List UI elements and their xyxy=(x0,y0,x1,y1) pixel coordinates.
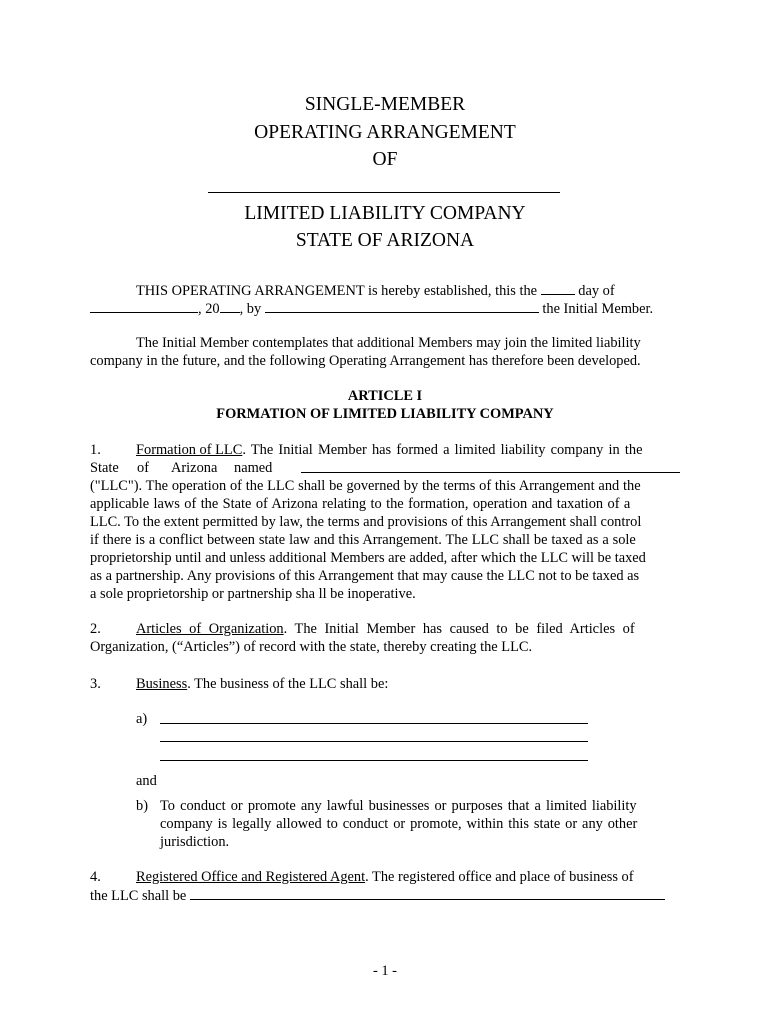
title-line-2: OPERATING ARRANGEMENT xyxy=(254,122,516,143)
company-name-blank xyxy=(208,192,560,193)
section-text: . The Initial Member has formed a limited liability company in the xyxy=(242,442,643,458)
item-a-label: a) xyxy=(136,711,148,727)
section-4-line-2 xyxy=(90,886,665,905)
business-blank-3 xyxy=(160,760,588,761)
article-number: ARTICLE I xyxy=(347,388,423,404)
intro-text: THIS OPERATING ARRANGEMENT is hereby established, this the xyxy=(136,283,541,299)
month-blank xyxy=(90,299,198,313)
day-blank xyxy=(541,281,575,295)
page-number: - 1 - xyxy=(373,963,397,979)
section-text: . The Initial Member has caused to be filed Articles of xyxy=(283,621,635,637)
item-b-label: b) xyxy=(136,798,148,814)
section-1-line-5: LLC. To the extent permitted by law, the terms and provisions of this Arrangement shall control xyxy=(90,514,642,530)
intro-text: , 20 xyxy=(198,301,220,317)
title-line-5: STATE OF ARIZONA xyxy=(295,230,475,251)
section-4-line-1 xyxy=(136,868,634,886)
section-text: . The business of the LLC shall be: xyxy=(187,676,389,692)
member-name-blank xyxy=(265,299,539,313)
section-1-line-7: proprietorship until and unless additional Members are added, after which the LLC will be taxed xyxy=(90,550,646,566)
article-heading: FORMATION OF LIMITED LIABILITY COMPANY xyxy=(216,406,554,422)
section-1-line-4: applicable laws of the State of Arizona relating to the formation, operation and taxation of a xyxy=(90,496,631,512)
item-b-line-2: company is legally allowed to conduct or promote, within this state or any other xyxy=(160,816,638,832)
arizona-word: Arizona xyxy=(171,460,218,476)
named-word: named xyxy=(234,460,273,476)
section-1-line-6: if there is a conflict between state law and this Arrangement. The LLC shall be taxed as a sole xyxy=(90,532,636,548)
section-1-line-1 xyxy=(90,441,101,459)
section-3-number: 3. xyxy=(90,676,101,692)
intro-line-1 xyxy=(136,281,615,300)
section-number: 1. xyxy=(90,442,101,458)
section-text: the LLC shall be xyxy=(90,888,190,904)
intro-text: day of xyxy=(574,283,615,299)
section-title: Articles of Organization xyxy=(136,621,284,637)
year-blank xyxy=(220,299,240,313)
business-blank-1 xyxy=(160,723,588,724)
section-4-number: 4. xyxy=(90,869,101,885)
title-line-4: LIMITED LIABILITY COMPANY xyxy=(244,203,526,224)
intro-p2-line-2: company in the future, and the following Operating Arrangement has therefore been developed. xyxy=(90,353,641,369)
section-title: Formation of LLC xyxy=(136,442,243,458)
business-blank-2 xyxy=(160,741,588,742)
section-2-line-2: Organization, (“Articles”) of record with the state, thereby creating the LLC. xyxy=(90,639,533,655)
llc-name-blank xyxy=(301,472,680,473)
section-1-line-3: ("LLC"). The operation of the LLC shall be governed by the terms of this Arrangement and the xyxy=(90,478,641,494)
section-1-line-9: a sole proprietorship or partnership sha ll be inoperative. xyxy=(90,586,416,602)
item-b-line-3: jurisdiction. xyxy=(160,834,230,850)
intro-p2-line-1: The Initial Member contemplates that additional Members may join the limited liability xyxy=(136,335,641,351)
section-2-number: 2. xyxy=(90,621,101,637)
title-line-3: OF xyxy=(372,149,398,170)
section-title: Business xyxy=(136,676,188,692)
section-2-line-1 xyxy=(136,620,635,638)
section-1-line-2 xyxy=(90,459,119,477)
item-b-line-1: To conduct or promote any lawful businesses or purposes that a limited liability xyxy=(160,798,637,814)
state-word: State xyxy=(90,460,119,476)
section-title: Registered Office and Registered Agent xyxy=(136,869,366,885)
and-label: and xyxy=(136,773,157,789)
section-3-line-1 xyxy=(136,675,388,693)
of-word: of xyxy=(137,460,149,476)
title-line-1: SINGLE-MEMBER xyxy=(304,94,466,115)
intro-line-2 xyxy=(90,299,653,318)
section-1-line-8: as a partnership. Any provisions of this Arrangement that may cause the LLC not to be taxed as xyxy=(90,568,640,584)
intro-text: , by xyxy=(239,301,265,317)
section-1-text-1 xyxy=(136,441,680,459)
section-text: . The registered office and place of business of xyxy=(365,869,634,885)
registered-office-blank xyxy=(190,886,665,900)
intro-text: the Initial Member. xyxy=(538,301,654,317)
